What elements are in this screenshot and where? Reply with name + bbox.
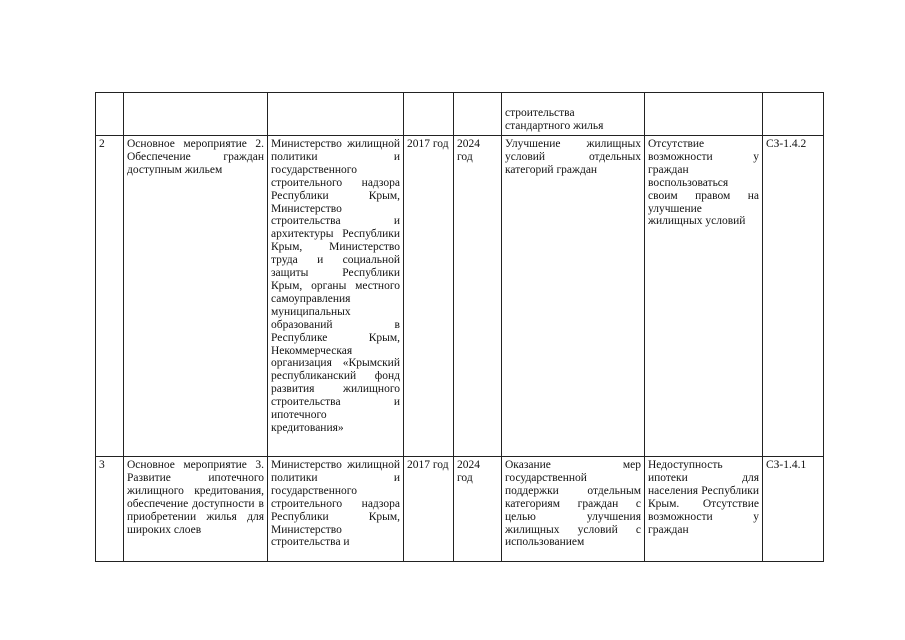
cell-result-text: строительства стандартного жилья <box>505 107 604 133</box>
cell-consequence: Отсутствие возможности у граждан воспользоваться своим правом на улучшение жилищных условий <box>645 136 763 457</box>
cell-link <box>763 93 824 136</box>
cell-executor: Министерство жилищной политики и государственного строительного надзора Республики Крым, Министерство строительства и <box>268 457 404 562</box>
cell-event: Основное мероприятие 3. Развитие ипотечного жилищного кредитования, обеспечение доступности в приобретении жилья для широких слоев <box>124 457 268 562</box>
cell-result <box>502 93 645 136</box>
cell-num: 3 <box>96 457 124 562</box>
cell-link: СЗ-1.4.2 <box>763 136 824 457</box>
cell-num <box>96 93 124 136</box>
cell-link: СЗ-1.4.1 <box>763 457 824 562</box>
cell-consequence <box>645 93 763 136</box>
cell-consequence: Недоступность ипотеки для населения Республики Крым. Отсутствие возможности у граждан <box>645 457 763 562</box>
cell-num: 2 <box>96 136 124 457</box>
cell-executor <box>268 93 404 136</box>
cell-start <box>404 93 454 136</box>
table-row <box>96 136 824 457</box>
cell-event: Основное мероприятие 2. Обеспечение граждан доступным жильем <box>124 136 268 457</box>
cell-start: 2017 год <box>404 457 454 562</box>
cell-end <box>454 93 502 136</box>
table-row <box>96 457 824 562</box>
cell-result: Оказание мер государственной поддержки отдельным категориям граждан с целью улучшения жилищных условий с использованием <box>502 457 645 562</box>
cell-event <box>124 93 268 136</box>
cell-end: 2024 год <box>454 136 502 457</box>
cell-executor: Министерство жилищной политики и государственного строительного надзора Республики Крым, Министерство строительства и архитектуры Республики Крым, Министерство труда и социальной защиты Республики Крым, органы местного самоуправления муниципальных образований в Республике Крым, Некоммерческая организация «Крымский республиканский фонд развития жилищного строительства и ипотечного кредитования» <box>268 136 404 457</box>
cell-end: 2024 год <box>454 457 502 562</box>
table-row <box>96 93 824 136</box>
program-table <box>95 92 824 562</box>
cell-result: Улучшение жилищных условий отдельных категорий граждан <box>502 136 645 457</box>
cell-start: 2017 год <box>404 136 454 457</box>
